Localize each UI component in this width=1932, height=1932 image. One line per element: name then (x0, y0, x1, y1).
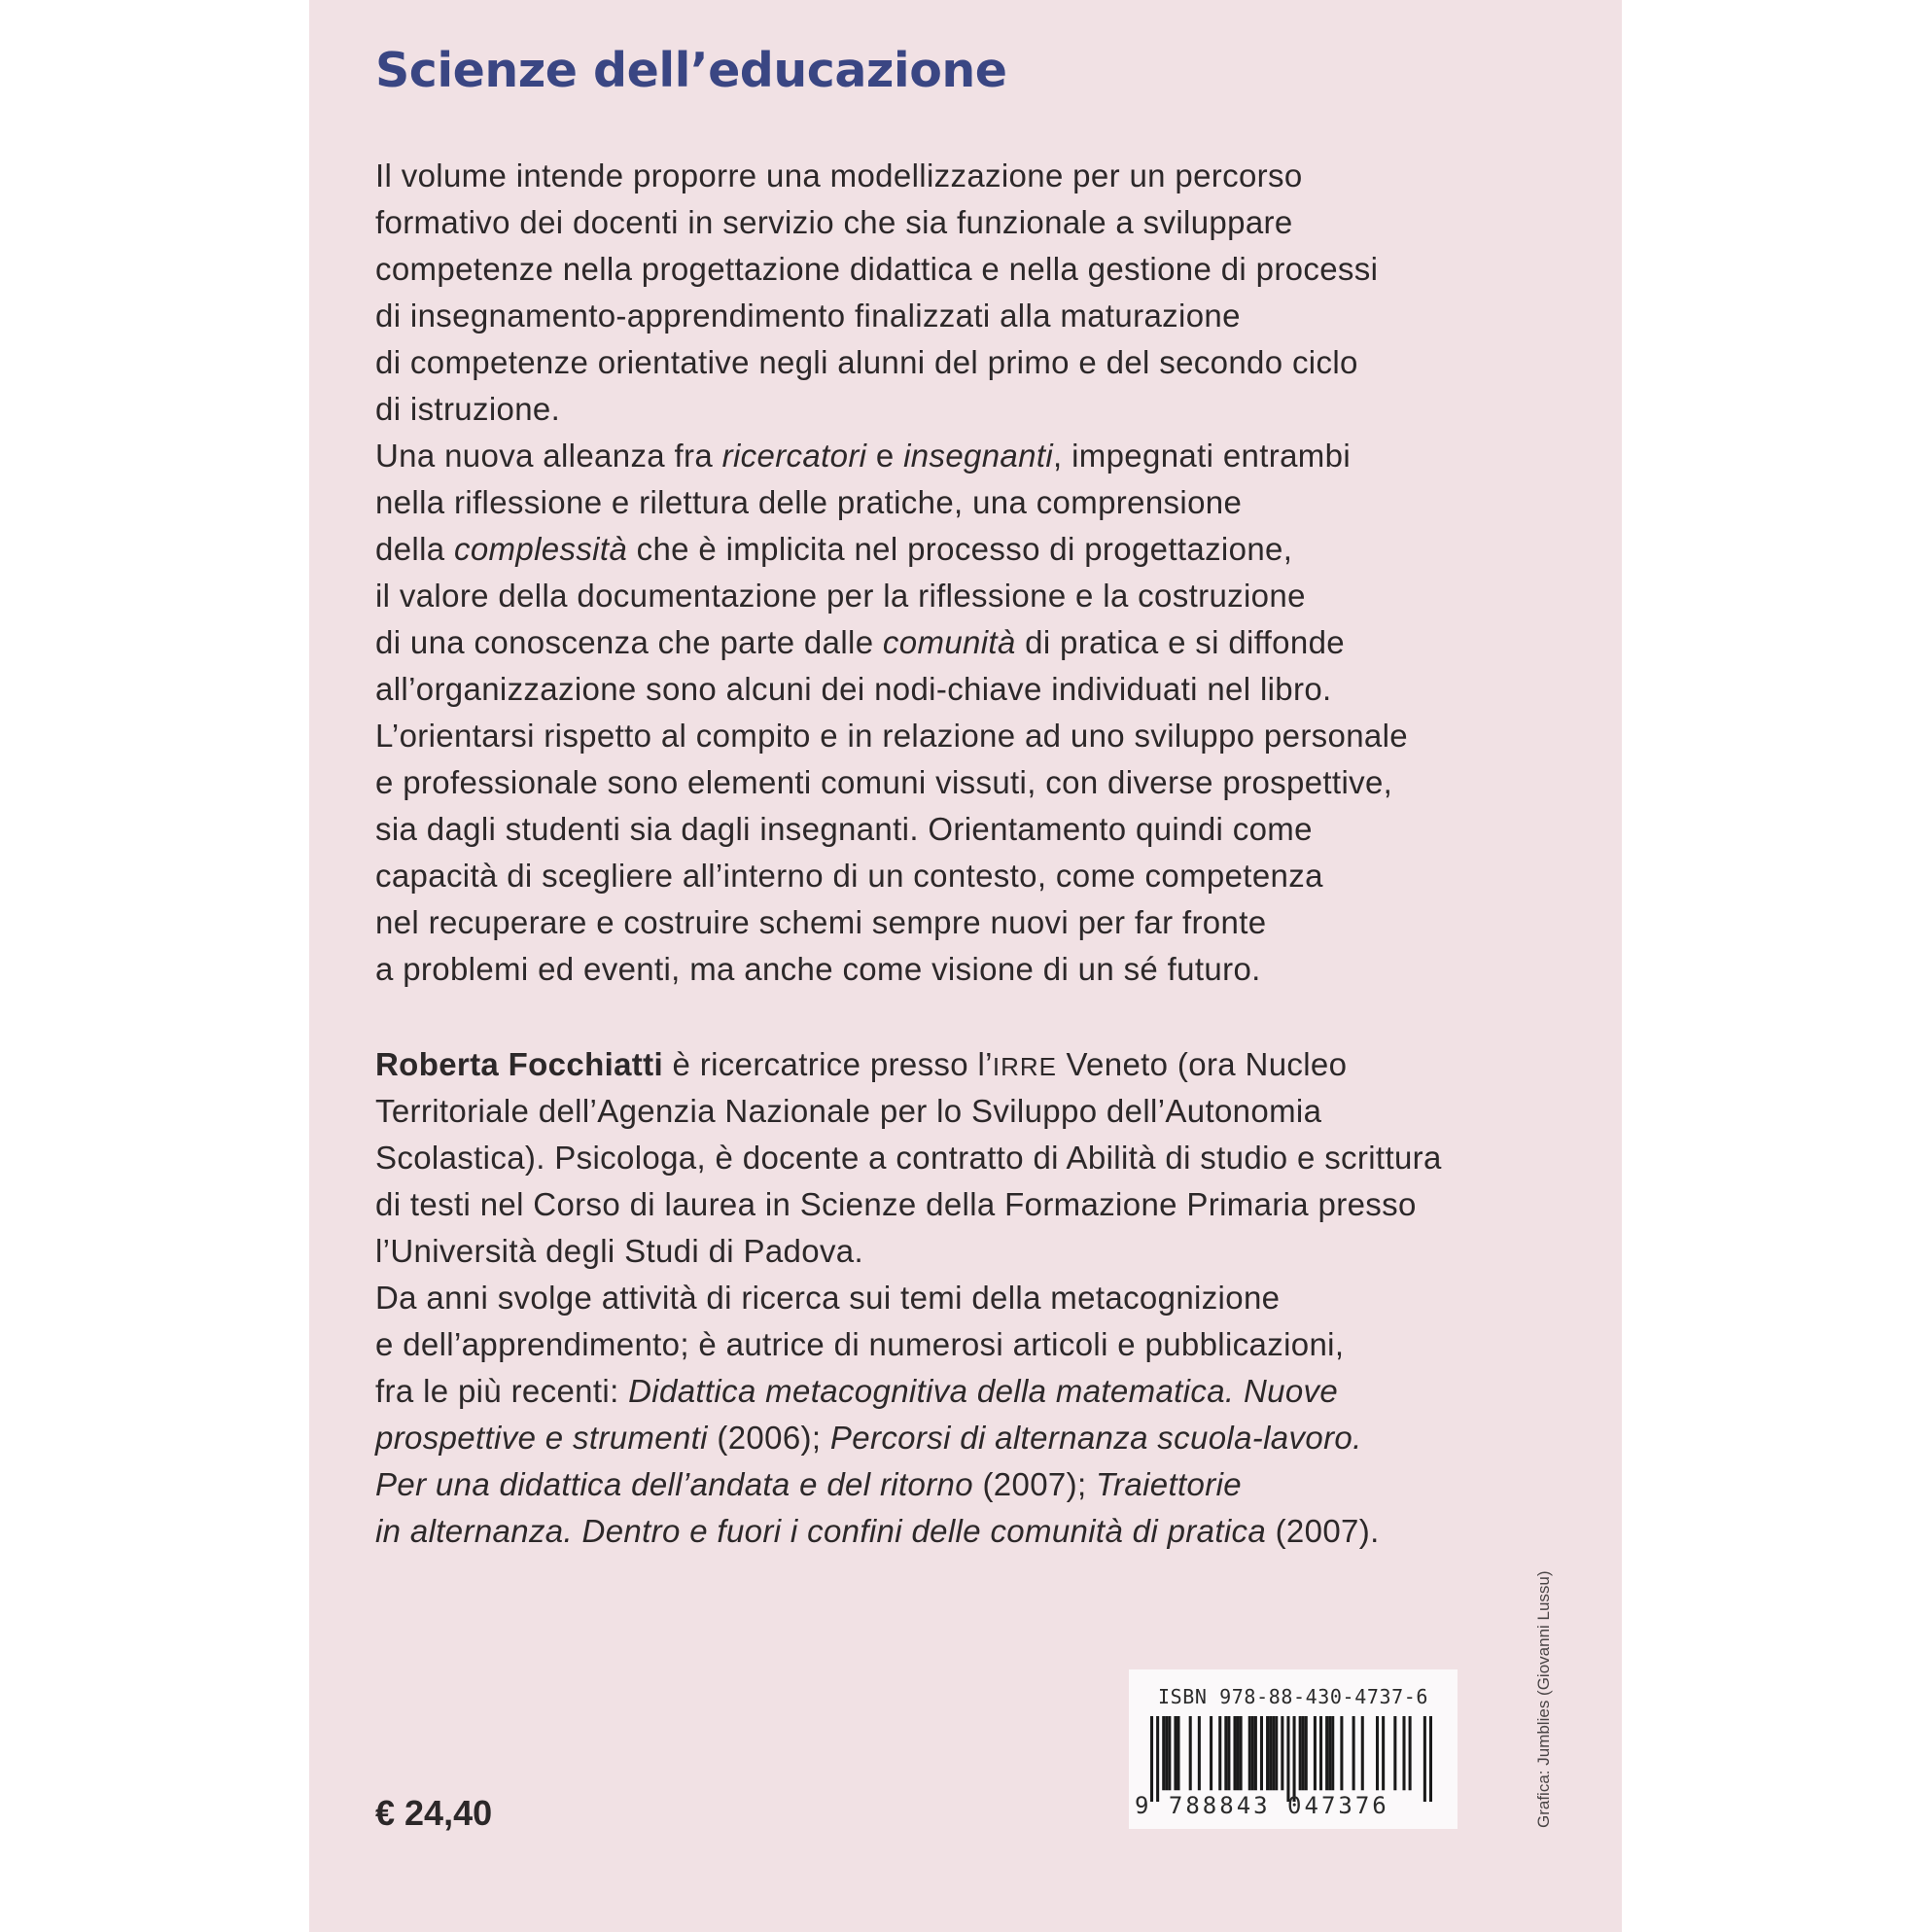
text-segment: il valore della documentazione per la riflessione e la costruzione (375, 578, 1306, 614)
text-line (375, 806, 1408, 853)
barcode-bar (1305, 1716, 1308, 1790)
barcode-bar (1361, 1716, 1364, 1790)
barcode-bar (1376, 1716, 1379, 1790)
text-line (375, 1228, 1442, 1275)
text-line (375, 1135, 1442, 1181)
text-segment: l’Università degli Studi di Padova. (375, 1233, 864, 1269)
barcode-bar (1224, 1716, 1227, 1790)
text-line (375, 1275, 1442, 1321)
barcode-bar (1293, 1716, 1296, 1802)
text-segment: nel recuperare e costruire schemi sempre nuovi per far fronte (375, 904, 1267, 940)
barcode-image (1150, 1716, 1432, 1802)
barcode-bar (1275, 1716, 1278, 1790)
barcode-bar (1174, 1716, 1177, 1790)
text-segment: di istruzione. (375, 391, 561, 427)
barcode-bar (1314, 1716, 1317, 1790)
text-line (375, 1321, 1442, 1368)
barcode-bar (1409, 1716, 1412, 1790)
text-segment: di testi nel Corso di laurea in Scienze della Formazione Primaria presso (375, 1186, 1417, 1222)
barcode-bar (1269, 1716, 1272, 1790)
barcode-bar (1340, 1716, 1343, 1790)
text-line (375, 433, 1408, 479)
text-line (375, 619, 1408, 666)
isbn-barcode-box (1129, 1669, 1458, 1829)
barcode-bar (1260, 1716, 1263, 1790)
text-line (375, 386, 1408, 433)
barcode-bar (1429, 1716, 1432, 1802)
text-line (375, 199, 1408, 246)
text-segment: di pratica e si diffonde (1015, 624, 1345, 660)
barcode-bar (1382, 1716, 1385, 1790)
isbn-label: ISBN 978-88-430-4737-6 (1157, 1685, 1429, 1708)
barcode-bar (1254, 1716, 1257, 1790)
back-cover (309, 0, 1622, 1932)
text-line (375, 1041, 1442, 1088)
text-segment: formativo dei docenti in servizio che sia funzionale a sviluppare (375, 204, 1293, 240)
barcode-bar (1331, 1716, 1334, 1790)
text-segment: Traiettorie (1096, 1466, 1242, 1502)
text-segment: Territoriale dell’Agenzia Nazionale per lo Sviluppo dell’Autonomia (375, 1093, 1322, 1129)
text-segment: è ricercatrice presso l’ (663, 1046, 993, 1082)
text-segment: Percorsi di alternanza scuola-lavoro. (829, 1420, 1362, 1456)
text-segment: Didattica metacognitiva della matematica. Nuove (628, 1373, 1339, 1409)
barcode-bar (1248, 1716, 1251, 1790)
text-segment: Roberta Focchiatti (375, 1046, 664, 1082)
barcode-bar (1402, 1716, 1405, 1790)
text-line (375, 1415, 1442, 1461)
text-line (375, 666, 1408, 713)
barcode-bar (1251, 1716, 1254, 1790)
barcode-bar (1162, 1716, 1165, 1790)
text-segment: di una conoscenza che parte dalle (375, 624, 883, 660)
text-segment: che è implicita nel processo di progettazione, (627, 531, 1293, 567)
barcode-bar (1233, 1716, 1236, 1790)
text-segment: IRRE (992, 1052, 1057, 1081)
barcode-bar (1272, 1716, 1275, 1790)
text-segment: sia dagli studenti sia dagli insegnanti. Orientamento quindi come (375, 811, 1313, 847)
barcode-bar (1286, 1716, 1289, 1802)
text-segment: della (375, 531, 454, 567)
barcode-bar (1281, 1716, 1283, 1790)
text-segment: (2007); (972, 1466, 1096, 1502)
text-segment: e dell’apprendimento; è autrice di numerosi articoli e pubblicazioni, (375, 1326, 1345, 1362)
text-segment: , impegnati entrambi (1053, 438, 1352, 474)
text-line (375, 153, 1408, 199)
price-label: € 24,40 (375, 1793, 493, 1833)
barcode-bar (1237, 1716, 1240, 1790)
text-segment: e (866, 438, 904, 474)
text-segment: prospettive e strumenti (375, 1420, 708, 1456)
barcode-bar (1266, 1716, 1269, 1790)
text-segment: capacità di scegliere all’interno di un contesto, come competenza (375, 858, 1323, 894)
text-line (375, 479, 1408, 526)
barcode-bar (1352, 1716, 1355, 1790)
barcode-bar (1299, 1716, 1302, 1790)
text-segment: a problemi ed eventi, ma anche come visione di un sé futuro. (375, 951, 1261, 987)
barcode-bar (1393, 1716, 1396, 1790)
text-segment: Una nuova alleanza fra (375, 438, 722, 474)
ean-digits: 9 788843 047376 (1135, 1792, 1389, 1819)
text-line (375, 526, 1408, 573)
barcode-bar (1156, 1716, 1159, 1802)
barcode-bar (1189, 1716, 1192, 1790)
text-segment: comunità (882, 624, 1016, 660)
barcode-bar (1302, 1716, 1305, 1790)
text-line (375, 1461, 1442, 1508)
text-segment: (2007). (1266, 1513, 1380, 1549)
barcode-bar (1227, 1716, 1230, 1790)
text-line (375, 899, 1408, 946)
text-line (375, 293, 1408, 339)
text-segment: Da anni svolge attività di ricerca sui temi della metacognizione (375, 1280, 1281, 1316)
author-bio (375, 1041, 1442, 1555)
text-segment: ricercatori (721, 438, 867, 474)
text-segment: insegnanti (903, 438, 1054, 474)
text-line (375, 713, 1408, 759)
barcode-bar (1319, 1716, 1322, 1790)
barcode-bar (1240, 1716, 1243, 1790)
barcode-bar (1150, 1716, 1153, 1802)
text-line (375, 853, 1408, 899)
text-segment: di insegnamento-apprendimento finalizzati alla maturazione (375, 298, 1241, 334)
text-segment: L’orientarsi rispetto al compito e in relazione ad uno sviluppo personale (375, 718, 1409, 754)
text-segment: in alternanza. Dentro e fuori i confini delle comunità di pratica (375, 1513, 1267, 1549)
text-line (375, 759, 1408, 806)
barcode-bar (1423, 1716, 1426, 1802)
text-segment: Il volume intende proporre una modellizzazione per un percorso (375, 158, 1303, 193)
text-segment: competenze nella progettazione didattica e nella gestione di processi (375, 251, 1379, 287)
barcode-bar (1168, 1716, 1171, 1790)
barcode-bar (1177, 1716, 1179, 1790)
text-line (375, 1508, 1442, 1555)
text-line (375, 946, 1408, 993)
text-segment: all’organizzazione sono alcuni dei nodi-chiave individuati nel libro. (375, 671, 1332, 707)
text-line (375, 1181, 1442, 1228)
barcode-bar (1198, 1716, 1201, 1790)
text-line (375, 573, 1408, 619)
text-segment: di competenze orientative negli alunni del primo e del secondo ciclo (375, 344, 1358, 380)
barcode-bar (1328, 1716, 1331, 1790)
barcode-bar (1218, 1716, 1221, 1790)
text-segment: nella riflessione e rilettura delle pratiche, una comprensione (375, 484, 1243, 520)
text-line (375, 1088, 1442, 1135)
text-segment: fra le più recenti: (375, 1373, 629, 1409)
text-line (375, 246, 1408, 293)
barcode-bar (1165, 1716, 1168, 1790)
text-segment: (2006); (707, 1420, 830, 1456)
text-line (375, 1368, 1442, 1415)
design-credit: Grafica: Jumblies (Giovanni Lussu) (1534, 1570, 1553, 1828)
series-title: Scienze dell’educazione (375, 43, 1007, 98)
text-segment: Scolastica). Psicologa, è docente a contratto di Abilità di studio e scrittura (375, 1140, 1442, 1176)
text-segment: complessità (454, 531, 628, 567)
barcode-bar (1325, 1716, 1328, 1790)
text-segment: Per una didattica dell’andata e del ritorno (375, 1466, 973, 1502)
barcode-bar (1210, 1716, 1212, 1790)
book-description (375, 153, 1408, 993)
text-segment: e professionale sono elementi comuni vissuti, con diverse prospettive, (375, 764, 1393, 800)
text-segment: Veneto (ora Nucleo (1057, 1046, 1348, 1082)
text-line (375, 339, 1408, 386)
